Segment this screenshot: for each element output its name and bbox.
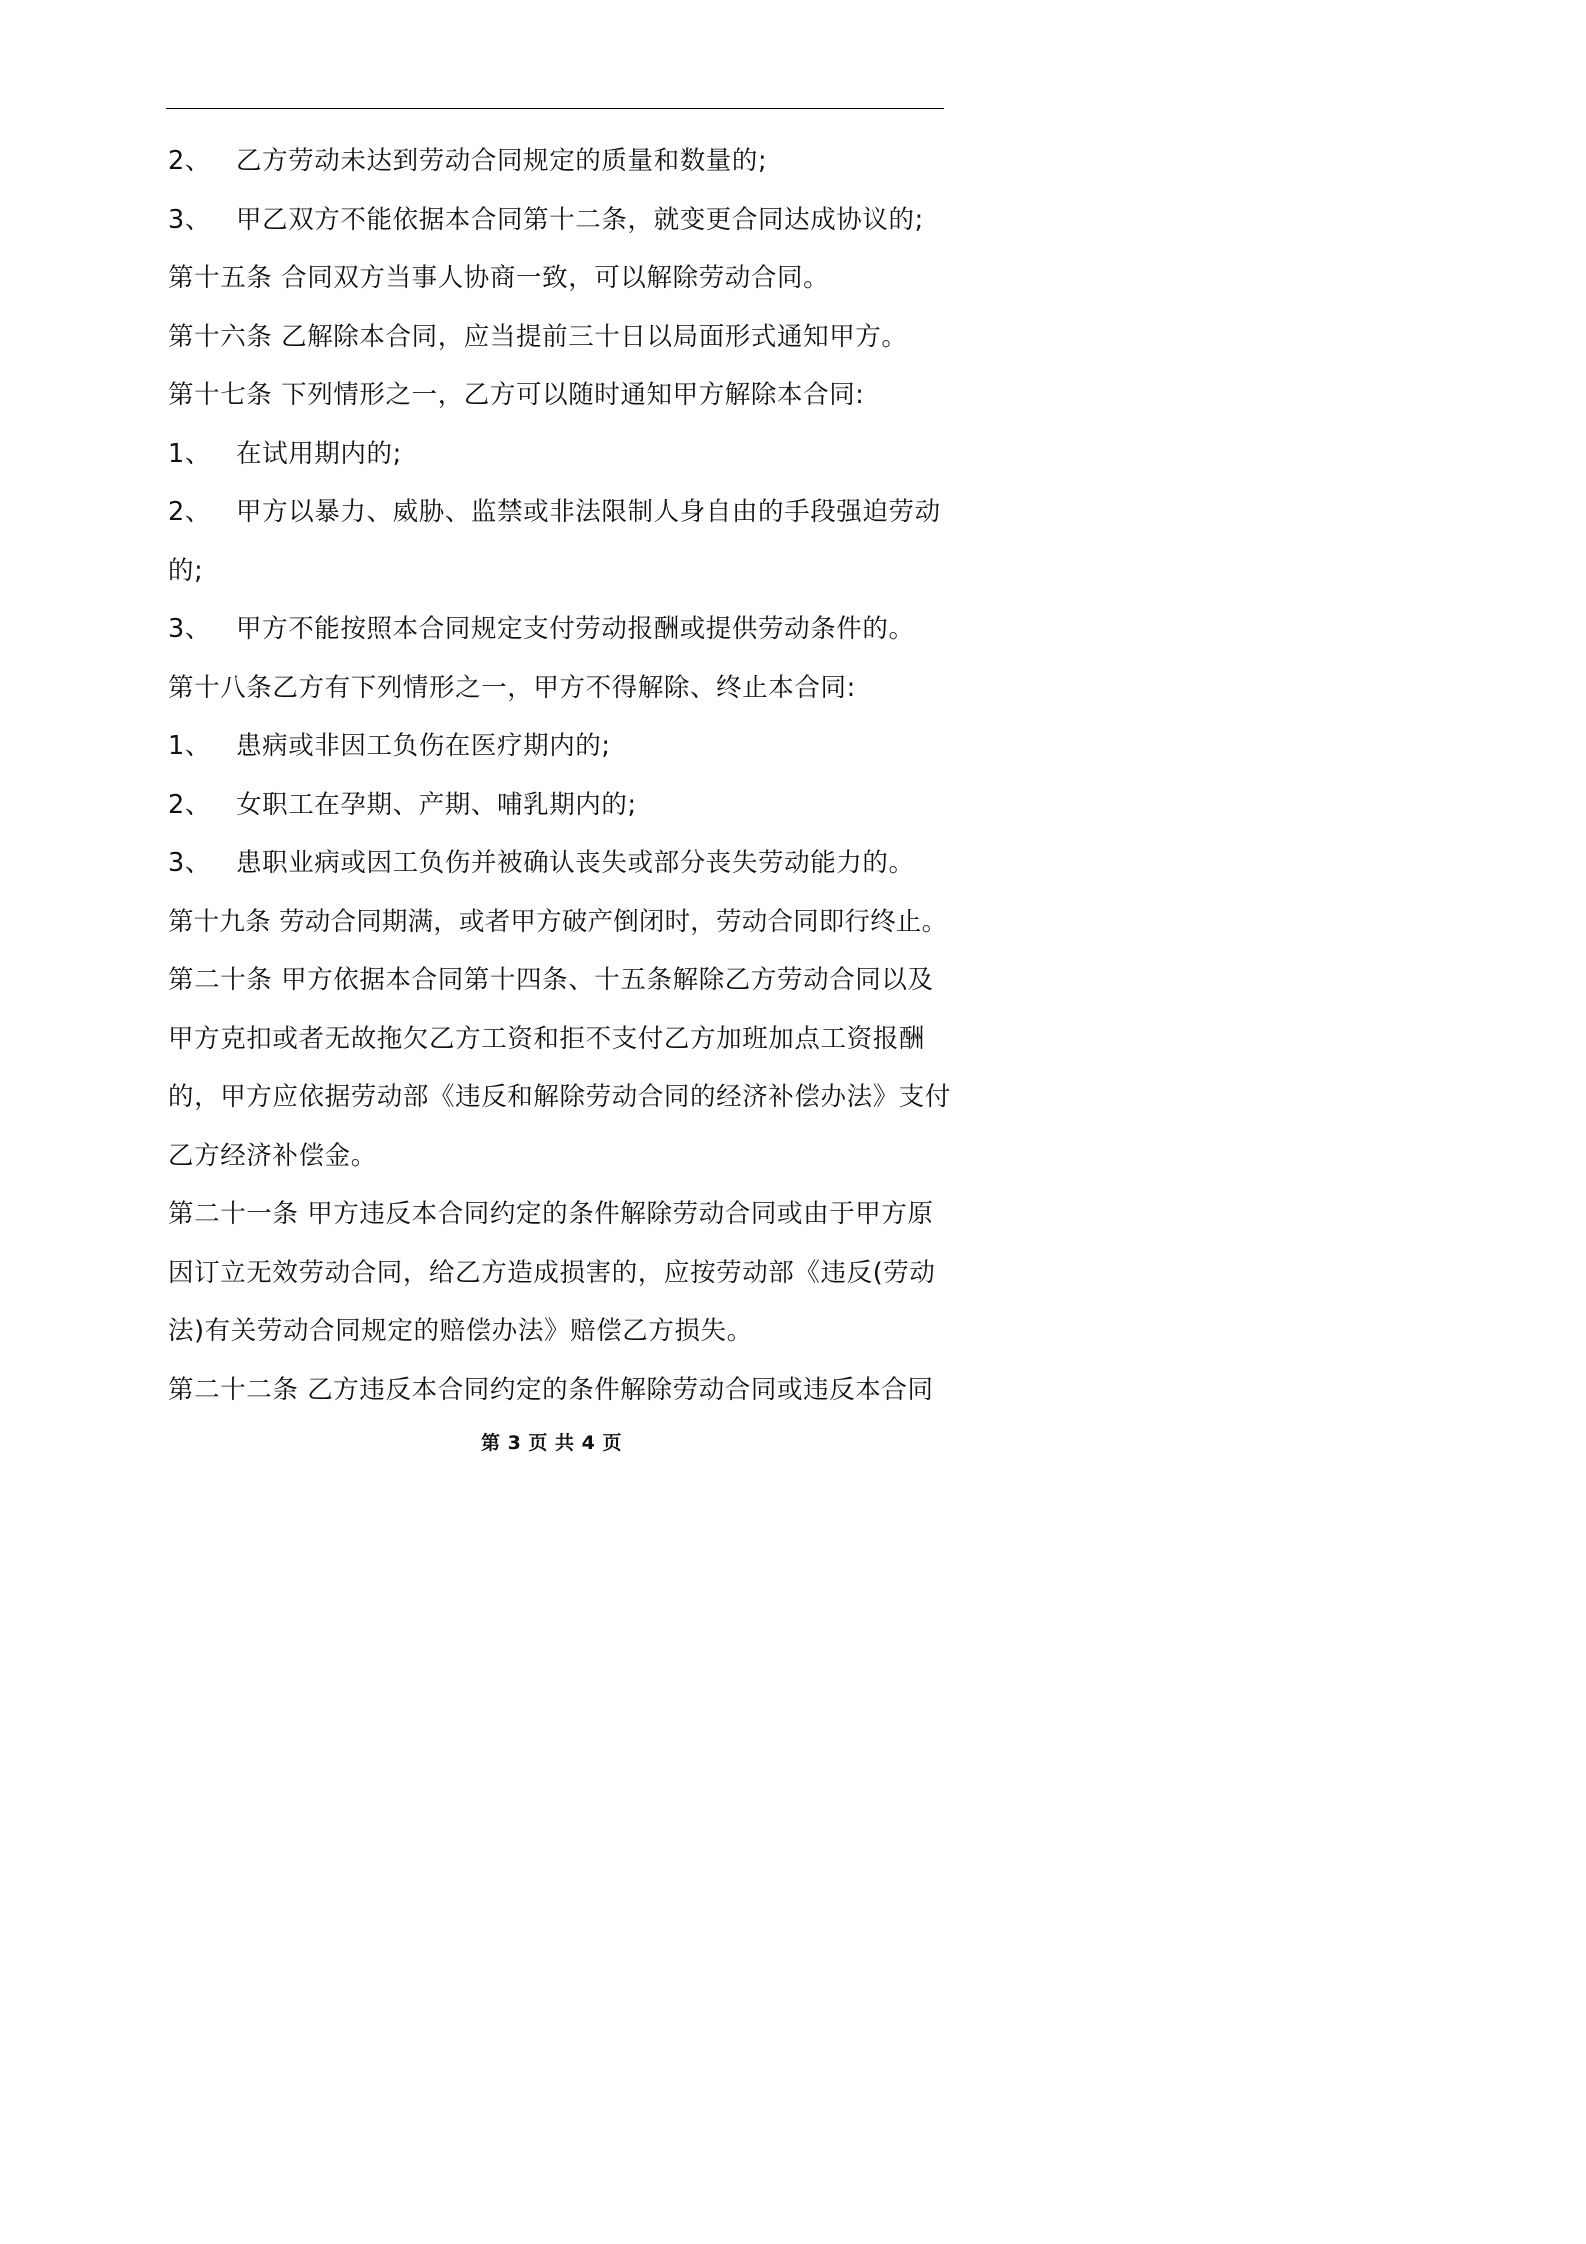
text-line bbox=[168, 141, 767, 181]
article-line bbox=[168, 1194, 934, 1234]
line-text: 第二十一条 甲方违反本合同约定的条件解除劳动合同或由于甲方原 bbox=[168, 1199, 934, 1229]
page-footer bbox=[0, 1428, 1103, 1455]
article-line bbox=[168, 317, 908, 357]
line-text: 法)有关劳动合同规定的赔偿办法》赔偿乙方损失。 bbox=[168, 1316, 753, 1346]
text-line bbox=[168, 1253, 935, 1293]
line-text: 甲乙双方不能依据本合同第十二条，就变更合同达成协议的; bbox=[236, 205, 924, 235]
text-line bbox=[168, 1311, 753, 1351]
text-line bbox=[168, 1019, 925, 1059]
article-line bbox=[168, 1370, 934, 1410]
line-text: 第十九条 劳动合同期满，或者甲方破产倒闭时，劳动合同即行终止。 bbox=[168, 907, 948, 937]
item-number: 2、 bbox=[168, 497, 211, 527]
line-text: 患病或非因工负伤在医疗期内的; bbox=[236, 731, 611, 761]
article-line bbox=[168, 258, 829, 298]
line-text: 乙方经济补偿金。 bbox=[168, 1141, 377, 1171]
current-page-number: 3 bbox=[507, 1432, 522, 1454]
text-line bbox=[168, 609, 915, 649]
line-text: 患职业病或因工负伤并被确认丧失或部分丧失劳动能力的。 bbox=[236, 848, 915, 878]
item-number: 3、 bbox=[168, 205, 211, 235]
text-line bbox=[168, 434, 402, 474]
line-text: 第二十二条 乙方违反本合同约定的条件解除劳动合同或违反本合同 bbox=[168, 1375, 934, 1405]
line-text: 因订立无效劳动合同，给乙方造成损害的，应按劳动部《违反(劳动 bbox=[168, 1258, 936, 1288]
article-line bbox=[168, 902, 947, 942]
line-text: 第十七条 下列情形之一，乙方可以随时通知甲方解除本合同: bbox=[168, 380, 865, 410]
total-page-count: 4 bbox=[581, 1432, 596, 1454]
text-line bbox=[168, 200, 924, 240]
item-number: 2、 bbox=[168, 790, 211, 820]
line-text: 甲方以暴力、威胁、监禁或非法限制人身自由的手段强迫劳动 bbox=[236, 497, 941, 527]
footer-prefix: 第 bbox=[480, 1432, 508, 1454]
item-number: 3、 bbox=[168, 848, 211, 878]
line-text: 的，甲方应依据劳动部《违反和解除劳动合同的经济补偿办法》支付 bbox=[168, 1082, 952, 1112]
text-line bbox=[168, 1077, 951, 1117]
line-text: 在试用期内的; bbox=[236, 439, 402, 469]
text-line bbox=[168, 843, 915, 883]
text-line bbox=[168, 492, 941, 532]
item-number: 1、 bbox=[168, 439, 211, 469]
line-text: 第十六条 乙解除本合同，应当提前三十日以局面形式通知甲方。 bbox=[168, 322, 908, 352]
line-text: 第十五条 合同双方当事人协商一致，可以解除劳动合同。 bbox=[168, 263, 830, 293]
text-line bbox=[168, 1136, 377, 1176]
article-line bbox=[168, 375, 865, 415]
article-line bbox=[168, 668, 856, 708]
text-line bbox=[168, 726, 611, 766]
item-number: 1、 bbox=[168, 731, 211, 761]
footer-middle: 页 共 bbox=[521, 1432, 582, 1454]
line-text: 女职工在孕期、产期、哺乳期内的; bbox=[236, 790, 637, 820]
line-text: 甲方不能按照本合同规定支付劳动报酬或提供劳动条件的。 bbox=[236, 614, 915, 644]
line-text: 乙方劳动未达到劳动合同规定的质量和数量的; bbox=[236, 146, 768, 176]
footer-suffix: 页 bbox=[595, 1432, 623, 1454]
text-line bbox=[168, 551, 203, 591]
text-line bbox=[168, 785, 637, 825]
item-number: 3、 bbox=[168, 614, 211, 644]
line-text: 的; bbox=[168, 556, 204, 586]
item-number: 2、 bbox=[168, 146, 211, 176]
line-text: 第二十条 甲方依据本合同第十四条、十五条解除乙方劳动合同以及 bbox=[168, 965, 934, 995]
line-text: 甲方克扣或者无故拖欠乙方工资和拒不支付乙方加班加点工资报酬 bbox=[168, 1024, 925, 1054]
line-text: 第十八条乙方有下列情形之一，甲方不得解除、终止本合同: bbox=[168, 673, 856, 703]
header-rule bbox=[166, 108, 944, 109]
article-line bbox=[168, 960, 934, 1000]
